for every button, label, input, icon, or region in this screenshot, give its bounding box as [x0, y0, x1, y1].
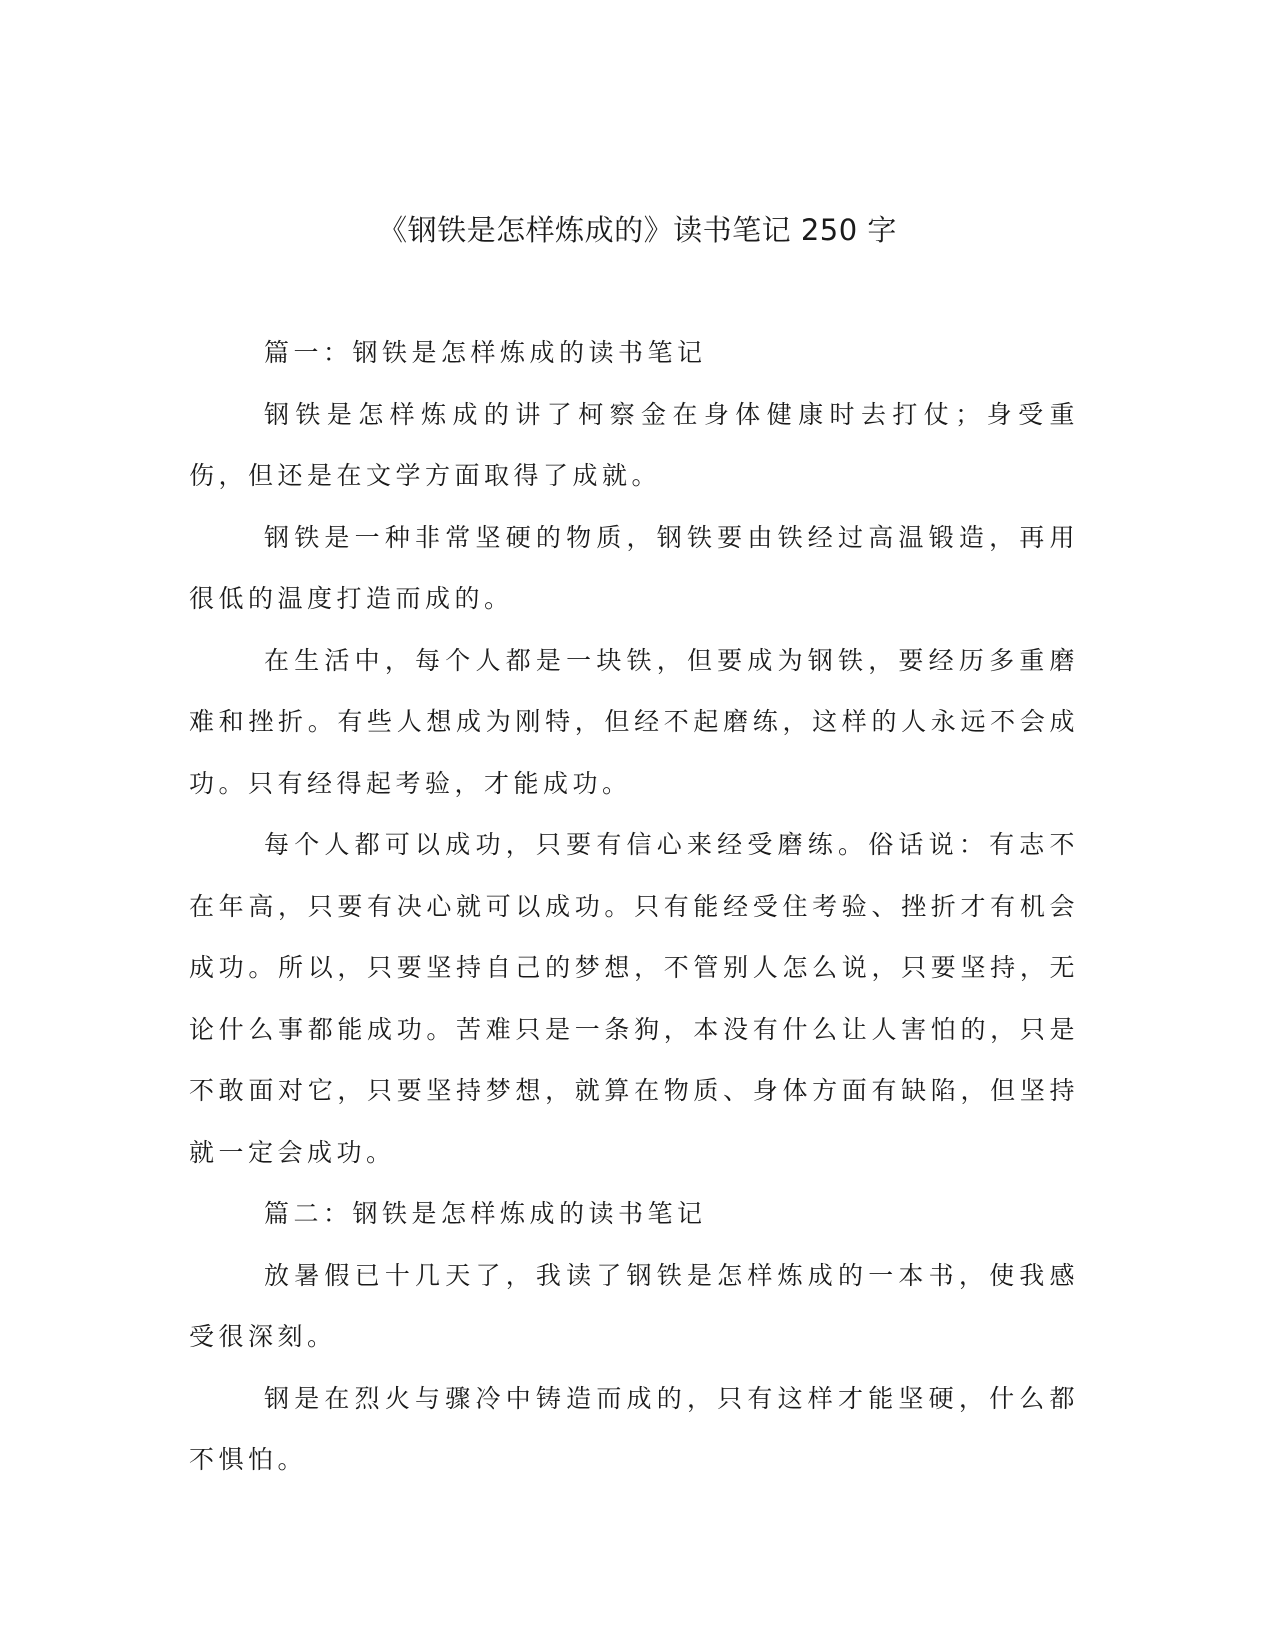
paragraph: 钢是在烈火与骤冷中铸造而成的，只有这样才能坚硬，什么都不惧怕。: [189, 1383, 1079, 1474]
paragraph: 在生活中，每个人都是一块铁，但要成为钢铁，要经历多重磨难和挫折。有些人想成为刚特，但经不起磨练，这样的人永远不会成功。只有经得起考验，才能成功。: [189, 645, 1079, 798]
document-body: [189, 322, 1079, 1491]
section-heading-1: 篇一：钢铁是怎样炼成的读书笔记: [264, 338, 707, 367]
document-title: 《钢铁是怎样炼成的》读书笔记 250 字: [378, 213, 897, 247]
paragraph: 放暑假已十几天了，我读了钢铁是怎样炼成的一本书，使我感受很深刻。: [189, 1260, 1079, 1351]
paragraph: 钢铁是一种非常坚硬的物质，钢铁要由铁经过高温锻造，再用很低的温度打造而成的。: [189, 522, 1079, 613]
paragraph: 钢铁是怎样炼成的讲了柯察金在身体健康时去打仗；身受重伤，但还是在文学方面取得了成就。: [189, 399, 1079, 490]
section-heading-2: 篇二：钢铁是怎样炼成的读书笔记: [264, 1199, 707, 1228]
paragraph: 每个人都可以成功，只要有信心来经受磨练。俗话说：有志不在年高，只要有决心就可以成功。只有能经受住考验、挫折才有机会成功。所以，只要坚持自己的梦想，不管别人怎么说，只要坚持，无论什么事都能成功。苦难只是一条狗，本没有什么让人害怕的，只是不敢面对它，只要坚持梦想，就算在物质、身体方面有缺陷，但坚持就一定会成功。: [189, 830, 1079, 1167]
